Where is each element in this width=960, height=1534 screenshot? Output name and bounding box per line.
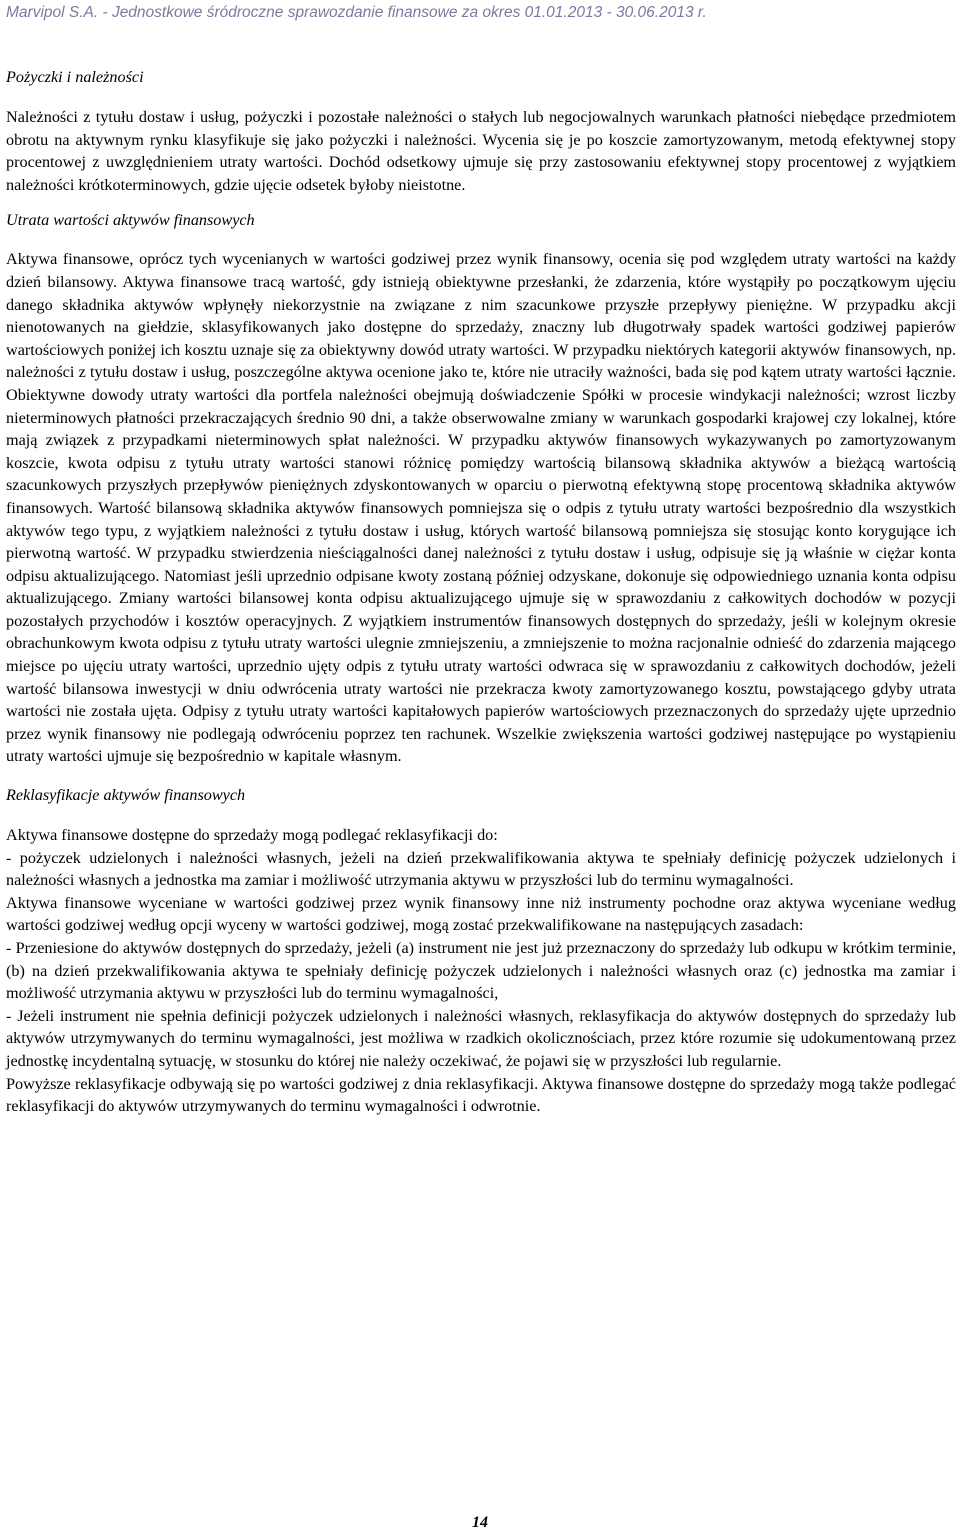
- list-item: - Przeniesione do aktywów dostępnych do sprzedaży, jeżeli (a) instrument nie jest już przeznaczony do sprzedaży lub odkupu w krótkim terminie, (b) na dzień przekwalifikowania aktywa te spełniały definicję pożyczek udzielonych i należności własnych oraz (c) jednostka ma zamiar i możliwość utrzymania aktywu w przyszłości lub do terminu wymagalności,: [6, 939, 956, 1003]
- section-title-impairment: Utrata wartości aktywów finansowych: [6, 211, 255, 230]
- paragraph: Aktywa finansowe, oprócz tych wycenianych w wartości godziwej przez wynik finansowy, ocenia się pod względem utraty wartości na każdy dzień bilansowy. Aktywa finansowe tracą wartość, gdy istnieją obiektywne przesłanki, że zdarzenia, które wystąpiły po początkowym ujęciu danego składnika aktywów wpłynęły niekorzystnie na związane z nim szacunkowe przyszłe przepływy pieniężne. W przypadku akcji nienotowanych na giełdzie, sklasyfikowanych jako dostępne do sprzedaży, znaczny lub długotrwały spadek wartości godziwej papierów wartościowych poniżej ich kosztu uznaje się za obiektywny dowód utraty wartości. W przypadku niektórych kategorii aktywów finansowych, np. należności z tytułu dostaw i usług, poszczególne aktywa ocenione jako te, które nie utraciły ważności, bada się pod kątem utraty wartości łącznie. Obiektywne dowody utraty wartości dla portfela należności obejmują doświadczenie Spółki w procesie windykacji należności; wzrost liczby nieterminowych płatności przekraczających średnio 90 dni, a także obserwowalne zmiany w warunkach gospodarki krajowej czy lokalnej, które mają związek z przypadkami nieterminowych spłat należności. W przypadku aktywów finansowych wykazywanych po zamortyzowanym koszcie, kwota odpisu z tytułu utraty wartości stanowi różnicę pomiędzy wartością bilansową składnika aktywów a bieżącą wartością szacunkowych przyszłych przepływów pieniężnych zdyskontowanych w oparciu o pierwotną efektywną stopę procentową składnika aktywów finansowych. Wartość bilansową składnika aktywów finansowych pomniejsza się o odpis z tytułu utraty wartości bezpośrednio dla wszystkich aktywów tego typu, z wyjątkiem należności z tytułu dostaw i usług, których wartość bilansową pomniejsza się stosując konto korygujące ich pierwotną wartość. W przypadku stwierdzenia nieściągalności danej należności z tytułu dostaw i usług, odpisuje się ją właśnie w ciężar konta odpisu aktualizującego. Natomiast jeśli uprzednio odpisane kwoty zostaną później odzyskane, dokonuje się odpowiedniego uznania konta odpisu aktualizującego. Zmiany wartości bilansowej konta odpisu aktualizującego ujmuje się w sprawozdaniu z całkowitych dochodów w pozycji pozostałych przychodów i kosztów operacyjnych. Z wyjątkiem instrumentów finansowych dostępnych do sprzedaży, jeśli w kolejnym okresie obrachunkowym kwota odpisu z tytułu utraty wartości ulegnie zmniejszeniu, a zmniejszenie to można racjonalnie odnieść do zdarzenia mającego miejsce po ujęciu utraty wartości, uprzednio ujęty odpis z tytułu utraty wartości odwraca się w sprawozdaniu z całkowitych dochodów, jeżeli wartość bilansowa inwestycji w dniu odwrócenia utraty wartości nie przekracza kwoty zamortyzowanego kosztu, powstającego gdyby utrata wartości nie została ujęta. Odpisy z tytułu utraty wartości kapitałowych papierów wartościowych przeznaczonych do sprzedaży ujęte uprzednio przez wynik finansowy nie podlegają odwróceniu poprzez ten rachunek. Wszelkie zwiększenia wartości godziwej następujące po wystąpieniu utraty wartości ujmuje się bezpośrednio w kapitale własnym.: [6, 250, 956, 766]
- section-title-reclassification: Reklasyfikacje aktywów finansowych: [6, 786, 246, 805]
- list-item: - pożyczek udzielonych i należności własnych, jeżeli na dzień przekwalifikowania aktywa te spełniały definicję pożyczek udzielonych i należności własnych a jednostka ma zamiar i możliwość utrzymania aktywu w przyszłości lub do terminu wymagalności.: [6, 848, 956, 890]
- page-number: 14: [472, 1514, 488, 1531]
- paragraph: Należności z tytułu dostaw i usług, pożyczki i pozostałe należności o stałych lub negocjowalnych warunkach płatności niebędące przedmiotem obrotu na aktywnym rynku klasyfikuje się jako pożyczki i należności. Wycenia się je po koszcie zamortyzowanym, metodą efektywnej stopy procentowej z uwzględnieniem utraty wartości. Dochód odsetkowy ujmuje się przy zastosowaniu efektywnej stopy procentowej z wyjątkiem należności krótkoterminowych, gdzie ujęcie odsetek byłoby nieistotne.: [6, 108, 956, 194]
- list-item: - Jeżeli instrument nie spełnia definicji pożyczek udzielonych i należności własnych, reklasyfikacja do aktywów dostępnych do sprzedaży lub aktywów utrzymywanych do terminu wymagalności, jest możliwa w rzadkich okolicznościach, przez które rozumie się udokumentowaną przez jednostkę incydentalną sytuację, w stosunku do której nie należy oczekiwać, że pojawi się w przyszłości lub regularnie.: [6, 1006, 956, 1070]
- paragraph: Aktywa finansowe wyceniane w wartości godziwej przez wynik finansowy inne niż instrumenty pochodne oraz aktywa wyceniane według wartości godziwej według opcji wyceny w wartości godziwej, mogą zostać przekwalifikowane na następujących zasadach:: [6, 893, 956, 935]
- document-header: Marvipol S.A. - Jednostkowe śródroczne sprawozdanie finansowe za okres 01.01.2013 - 30.06.2013 r.: [6, 4, 707, 21]
- section-title-loans: Pożyczki i należności: [6, 68, 144, 86]
- paragraph: Aktywa finansowe dostępne do sprzedaży mogą podlegać reklasyfikacji do:: [6, 826, 498, 845]
- paragraph: Powyższe reklasyfikacje odbywają się po wartości godziwej z dnia reklasyfikacji. Aktywa finansowe dostępne do sprzedaży mogą także podlegać reklasyfikacji do aktywów utrzymywanych do terminu wymagalności i odwrotnie.: [6, 1074, 956, 1116]
- document-page: [6, 0, 956, 1118]
